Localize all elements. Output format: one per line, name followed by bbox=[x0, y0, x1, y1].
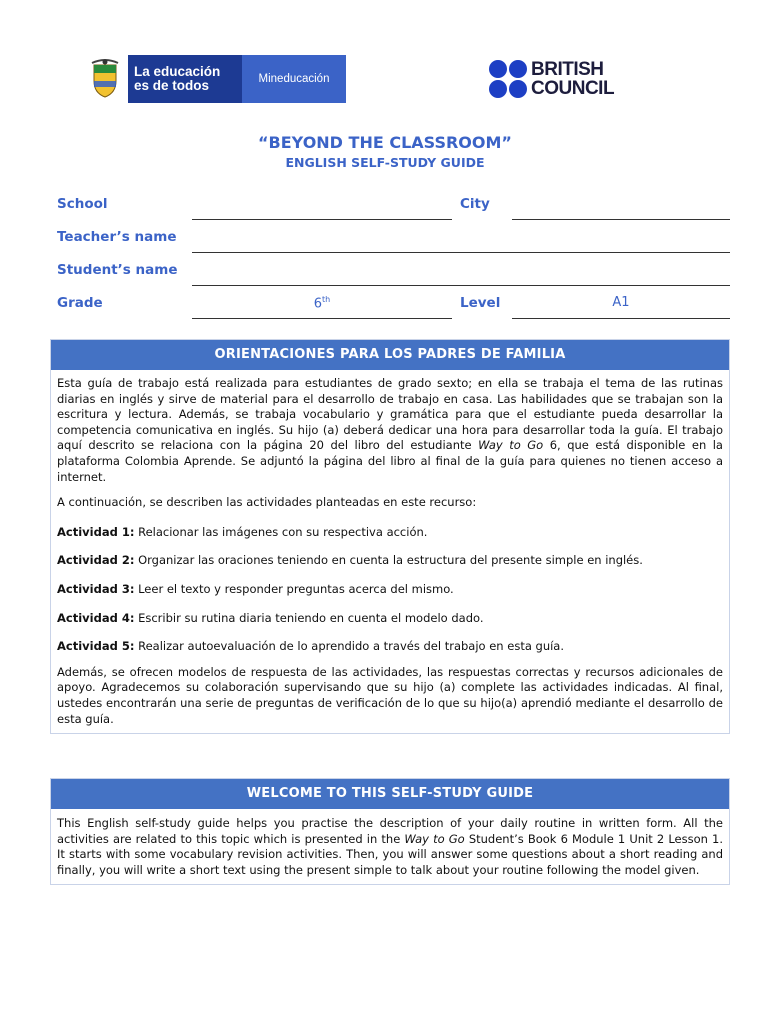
level-field[interactable] bbox=[512, 318, 730, 319]
document-subtitle: ENGLISH SELF-STUDY GUIDE bbox=[285, 155, 485, 170]
bc-line-2: COUNCIL bbox=[531, 78, 615, 99]
parents-continuation: A continuación, se describen las actividades planteadas en este recurso: bbox=[57, 495, 477, 510]
activity-label: Actividad 2: bbox=[57, 553, 135, 568]
grade-label: Grade bbox=[57, 295, 103, 311]
document-title: “BEYOND THE CLASSROOM” bbox=[258, 133, 512, 152]
bc-line-1: BRITISH bbox=[531, 59, 604, 80]
student-name-field[interactable] bbox=[192, 285, 730, 286]
level-value: A1 bbox=[612, 295, 630, 310]
parents-box-heading: ORIENTACIONES PARA LOS PADRES DE FAMILIA bbox=[51, 340, 729, 370]
city-field[interactable] bbox=[512, 219, 730, 220]
activity-text: Leer el texto y responder preguntas acerca del mismo. bbox=[134, 581, 454, 596]
school-label: School bbox=[57, 196, 108, 212]
grade-value bbox=[192, 295, 452, 311]
british-council-dots-icon bbox=[489, 60, 527, 98]
school-field[interactable] bbox=[192, 219, 452, 220]
parents-box-body bbox=[51, 370, 729, 733]
welcome-text bbox=[57, 816, 723, 878]
parents-intro bbox=[57, 376, 723, 485]
welcome-box-body bbox=[51, 809, 729, 884]
welcome-box-heading: WELCOME TO THIS SELF-STUDY GUIDE bbox=[51, 779, 729, 809]
activity-item bbox=[57, 553, 723, 569]
level-label: Level bbox=[460, 295, 501, 311]
activity-label: Actividad 4: bbox=[57, 610, 135, 625]
activity-text: Relacionar las imágenes con su respectiva acción. bbox=[134, 524, 428, 539]
welcome-book-title: Way to Go bbox=[404, 831, 465, 846]
parents-closing: Además, se ofrecen modelos de respuesta de las actividades, las respuestas correctas y recursos adicionales de apoyo. Agradecemos su colaboración supervisando que su hijo (a) complete las actividades indicadas. Al final, ustedes encontrarán una serie de preguntas de verificación de lo que su hijo(a) aprendió mediante el desarrollo de esta guía. bbox=[57, 664, 723, 726]
welcome-box bbox=[50, 778, 730, 885]
tagline-line-1: La educación bbox=[134, 64, 221, 79]
activity-item bbox=[57, 525, 723, 541]
tagline-line-2: es de todos bbox=[134, 78, 210, 93]
parents-orientation-box bbox=[50, 339, 730, 734]
activity-label: Actividad 1: bbox=[57, 524, 135, 539]
teacher-name-field[interactable] bbox=[192, 252, 730, 253]
colombia-coat-of-arms-icon bbox=[90, 59, 120, 99]
welcome-text-2: Student’s Book 6 Module 1 Unit 2 Lesson 1. It starts with some vocabulary revision activities. Then, you will answer some questions about a short reading and finally, you will write a short text using the present simple to talk about your routine following the model given. bbox=[57, 831, 723, 877]
mineducacion-logo bbox=[84, 55, 346, 103]
grade-number: 6 bbox=[313, 296, 323, 312]
city-label: City bbox=[460, 196, 490, 212]
intro-text-2: 6, que está disponible en la plataforma Colombia Aprende. Se adjuntó la página del libro al final de la guía para quienes no tienen acceso a internet. bbox=[57, 438, 723, 484]
activity-text: Realizar autoevaluación de lo aprendido a través del trabajo en esta guía. bbox=[134, 639, 565, 654]
mineducacion-logo-left bbox=[84, 55, 242, 103]
british-council-logo bbox=[489, 58, 629, 100]
teacher-name-label: Teacher’s name bbox=[57, 229, 177, 245]
activity-item bbox=[57, 611, 723, 627]
activity-text: Organizar las oraciones teniendo en cuenta la estructura del presente simple en inglés. bbox=[134, 553, 643, 568]
intro-book-title: Way to Go bbox=[478, 438, 544, 453]
student-name-label: Student’s name bbox=[57, 262, 178, 278]
activity-label: Actividad 5: bbox=[57, 639, 135, 654]
activity-item bbox=[57, 639, 723, 655]
mineducacion-tagline bbox=[128, 55, 242, 103]
welcome-text-1: This English self-study guide helps you practise the description of your daily routine in written form. All the activities are related to this topic which is presented in the bbox=[57, 816, 723, 846]
intro-text-1: Esta guía de trabajo está realizada para estudiantes de grado sexto; en ella se trabaja el tema de las rutinas diarias en inglés y sirve de material para el desarrollo de trabajo en casa. Las habilidades que se trabajan son la escritura y lectura. Además, se trabaja vocabulario y gramática para que el estudiante pueda desarrollar la competencia comunicativa en inglés. Su hijo (a) deberá dedicar una hora para desarrollar toda la guía. El trabajo aquí descrito se relaciona con la página 20 del libro del estudiante bbox=[57, 376, 723, 453]
grade-field[interactable] bbox=[192, 318, 452, 319]
activity-item bbox=[57, 582, 723, 598]
grade-suffix: th bbox=[322, 295, 331, 304]
british-council-name bbox=[531, 60, 614, 98]
activity-label: Actividad 3: bbox=[57, 581, 135, 596]
mineducacion-name: Mineducación bbox=[242, 55, 346, 103]
activity-text: Escribir su rutina diaria teniendo en cuenta el modelo dado. bbox=[134, 610, 484, 625]
